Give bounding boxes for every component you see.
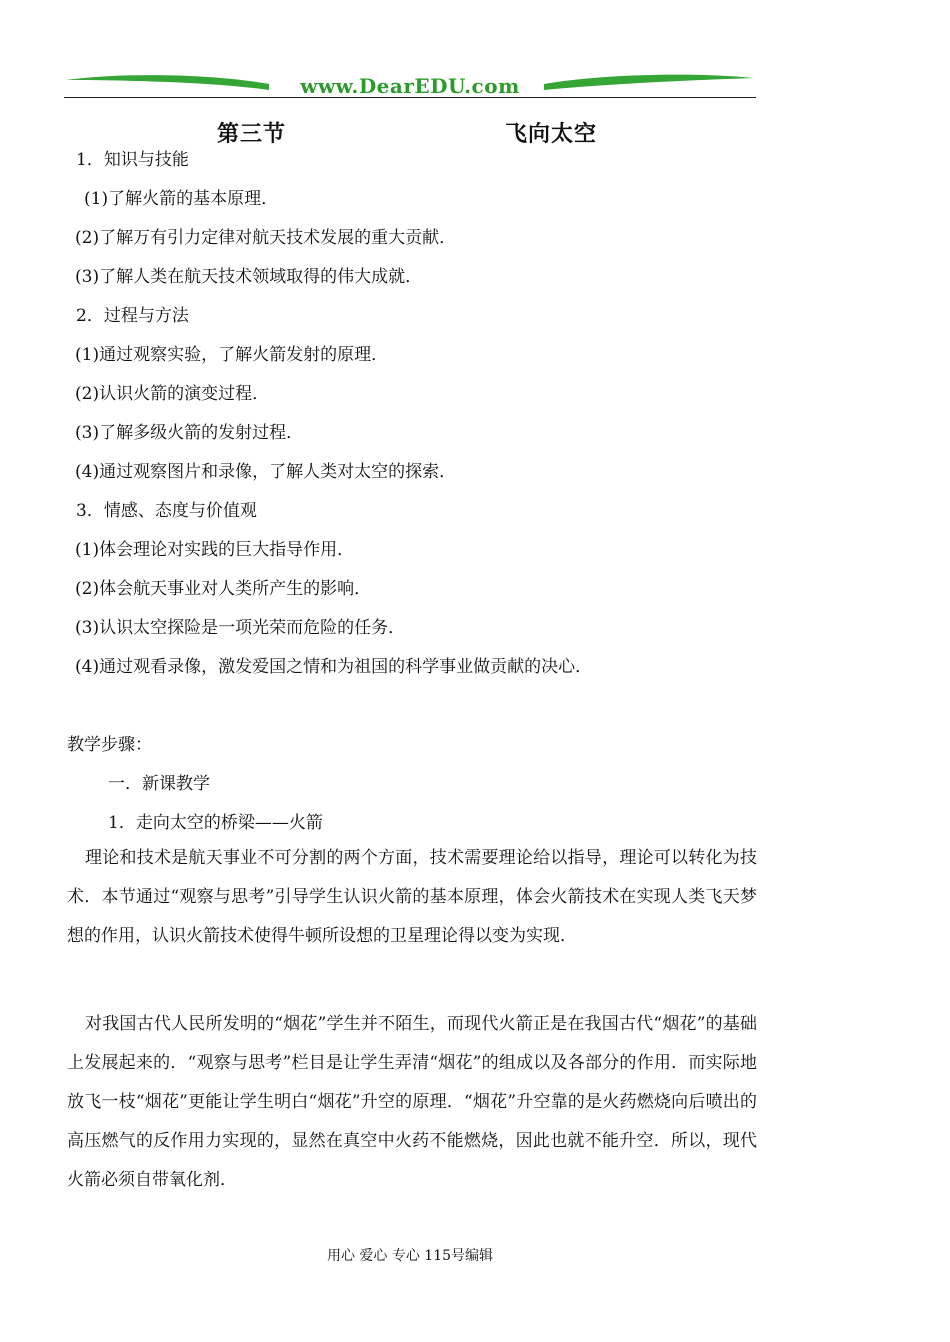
objective-heading: 1．知识与技能 bbox=[76, 150, 189, 170]
objective-item: (1)通过观察实验，了解火箭发射的原理． bbox=[75, 345, 389, 365]
page-footer: 用心 爱心 专心 115号编辑 bbox=[326, 1248, 494, 1264]
section-number: 第三节 bbox=[217, 121, 287, 147]
site-logo[interactable]: www.DearEDU.com bbox=[300, 74, 520, 98]
objective-item: (2)体会航天事业对人类所产生的影响． bbox=[75, 579, 372, 599]
objective-item: (1)体会理论对实践的巨大指导作用． bbox=[75, 540, 355, 560]
body-paragraph: 对我国古代人民所发明的“烟花”学生并不陌生，而现代火箭正是在我国古代“烟花”的基础上发展起来的．“观察与思考”栏目是让学生弄清“烟花”的组成以及各部分的作用．而实际地放飞一枝“烟花”更能让学生明白“烟花”升空的原理．“烟花”升空靠的是火药燃烧向后喷出的高压燃气的反作用力实现的，显然在真空中火药不能燃烧，因此也就不能升空．所以，现代火箭必须自带氧化剂． bbox=[67, 1014, 757, 1190]
steps-subheading: 一．新课教学 bbox=[108, 774, 210, 794]
steps-item: 1．走向太空的桥梁——火箭 bbox=[108, 813, 323, 833]
objective-item: (3)认识太空探险是一项光荣而危险的任务． bbox=[75, 618, 406, 638]
objective-item: (3)了解多级火箭的发射过程． bbox=[75, 423, 304, 443]
objective-item: (2)了解万有引力定律对航天技术发展的重大贡献． bbox=[75, 228, 457, 248]
section-title: 飞向太空 bbox=[505, 121, 598, 147]
steps-heading: 教学步骤： bbox=[67, 735, 152, 755]
objective-heading: 3．情感、态度与价值观 bbox=[76, 501, 257, 521]
objective-item: (4)通过观看录像，激发爱国之情和为祖国的科学事业做贡献的决心． bbox=[75, 657, 593, 677]
objective-item: (1)了解火箭的基本原理． bbox=[84, 189, 279, 209]
objective-item: (3)了解人类在航天技术领域取得的伟大成就． bbox=[75, 267, 423, 287]
objective-item: (2)认识火箭的演变过程． bbox=[75, 384, 270, 404]
header-rule bbox=[64, 97, 756, 98]
body-paragraph: 理论和技术是航天事业不可分割的两个方面，技术需要理论给以指导，理论可以转化为技术．本节通过“观察与思考”引导学生认识火箭的基本原理，体会火箭技术在实现人类飞天梦想的作用，认识火箭技术使得牛顿所设想的卫星理论得以变为实现． bbox=[67, 848, 757, 946]
objective-heading: 2．过程与方法 bbox=[76, 306, 189, 326]
objective-item: (4)通过观察图片和录像，了解人类对太空的探索． bbox=[75, 462, 457, 482]
header-banner bbox=[64, 70, 756, 104]
